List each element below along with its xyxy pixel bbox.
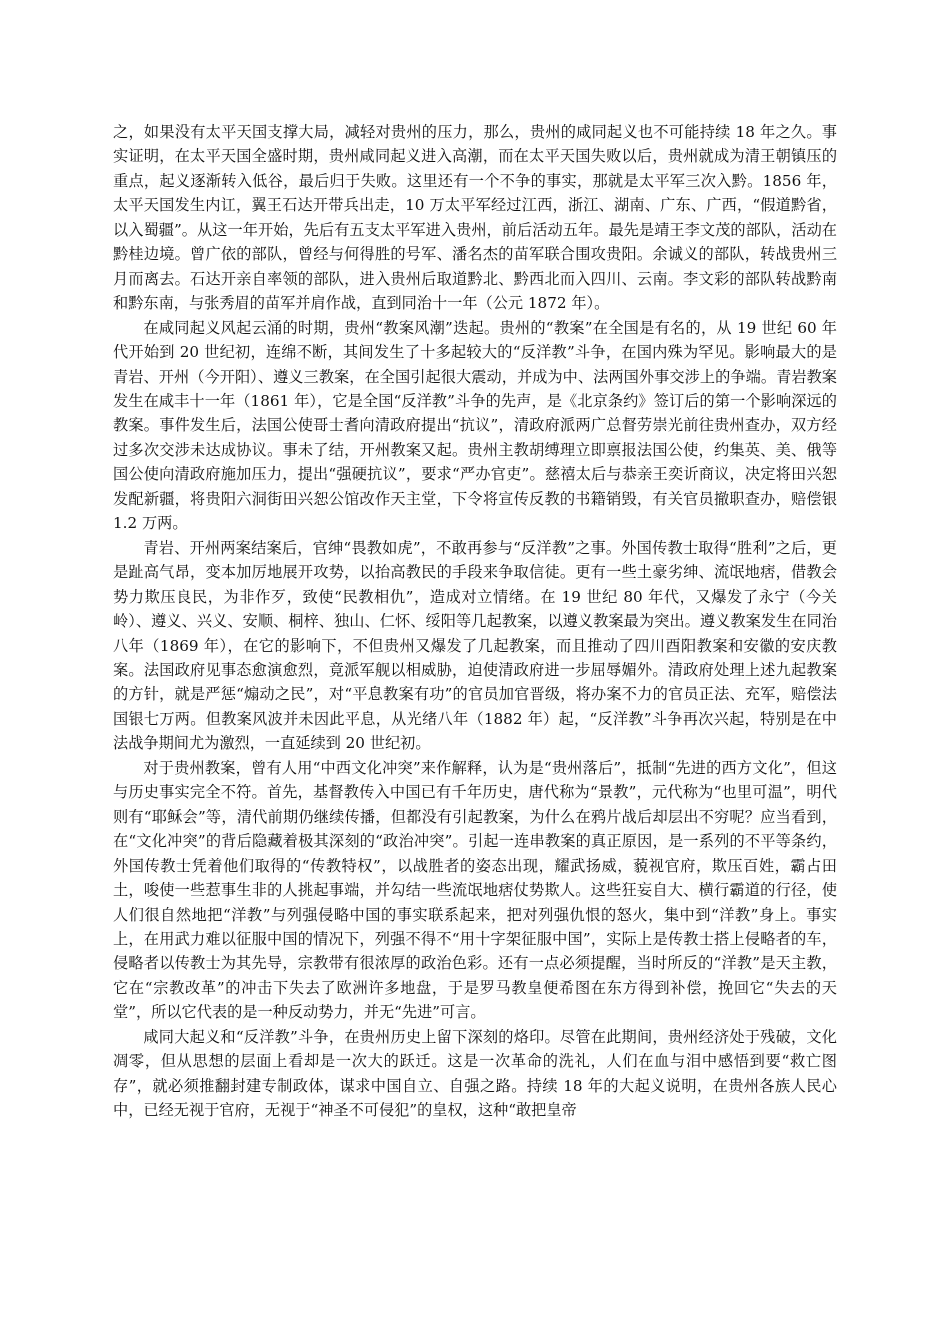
paragraph: 咸同大起义和“反洋教”斗争，在贵州历史上留下深刻的烙印。尽管在此期间，贵州经济处于残破，文化凋零，但从思想的层面上看却是一次大的跃迁。这是一次革命的洗礼，人们在血与泪中感悟到要“救亡图存”，就必须推翻封建专制政体，谋求中国自立、自强之路。持续 18 年的大起义说明，在贵州各族人民心中，已经无视于官府，无视于“神圣不可侵犯”的皇权，这种“敢把皇帝 — [113, 1027, 837, 1120]
paragraph: 在咸同起义风起云涌的时期，贵州“教案风潮”迭起。贵州的“教案”在全国是有名的，从 19 世纪 60 年代开始到 20 世纪初，连绵不断，其间发生了十多起较大的“反洋教”斗争，在国内殊为罕见。影响最大的是青岩、开州（今开阳）、遵义三教案，在全国引起很大震动，并成为中、法两国外事交涉上的争端。青岩教案发生在咸丰十一年（1861 年），它是全国“反洋教”斗争的先声，是《北京条约》签订后的第一个影响深远的教案。事件发生后，法国公使哥士耆向清政府提出“抗议”，清政府派两广总督劳崇光前往贵州查办，双方经过多次交涉未达成协议。事未了结，开州教案又起。贵州主教胡缚理立即禀报法国公使，约集英、美、俄等国公使向清政府施加压力，提出“强硬抗议”，要求“严办官吏”。慈禧太后与恭亲王奕䜣商议，决定将田兴恕发配新疆，将贵阳六洞街田兴恕公馆改作天主堂，下令将宣传反教的书籍销毁，有关官员撤职查办，赔偿银 1.2 万两。 — [113, 318, 837, 533]
paragraph: 对于贵州教案，曾有人用“中西文化冲突”来作解释，认为是“贵州落后”，抵制“先进的西方文化”，但这与历史事实完全不符。首先，基督教传入中国已有千年历史，唐代称为“景教”，元代称为“也里可温”，明代则有“耶稣会”等，清代前期仍继续传播，但都没有引起教案，为什么在鸦片战后却层出不穷呢？应当看到，在“文化冲突”的背后隐藏着极其深刻的“政治冲突”。引起一连串教案的真正原因，是一系列的不平等条约，外国传教士凭着他们取得的“传教特权”，以战胜者的姿态出现，耀武扬威，藐视官府，欺压百姓，霸占田土，唆使一些惹事生非的人挑起事端，并勾结一些流氓地痞仗势欺人。这些狂妄自大、横行霸道的行径，使人们很自然地把“洋教”与列强侵略中国的事实联系起来，把对列强仇恨的怒火，集中到“洋教”身上。事实上，在用武力难以征服中国的情况下，列强不得不“用十字架征服中国”，实际上是传教士搭上侵略者的车，侵略者以传教士为其先导，宗教带有很浓厚的政治色彩。还有一点必须提醒，当时所反的“洋教”是天主教，它在“宗教改革”的冲击下失去了欧洲许多地盘，于是罗马教皇便希图在东方得到补偿，挽回它“失去的天堂”，所以它代表的是一种反动势力，并无“先进”可言。 — [113, 758, 837, 1022]
paragraph: 青岩、开州两案结案后，官绅“畏教如虎”，不敢再参与“反洋教”之事。外国传教士取得“胜利”之后，更是趾高气昂，变本加厉地展开攻势，以抬高教民的手段来争取信徒。更有一些土豪劣绅、流氓地痞，借教会势力欺压良民，为非作歹，致使“民教相仇”，造成对立情绪。在 19 世纪 80 年代，又爆发了永宁（今关岭）、遵义、兴义、安顺、桐梓、独山、仁怀、绥阳等几起教案，以遵义教案最为突出。遵义教案发生在同治八年（1869 年），在它的影响下，不但贵州又爆发了几起教案，而且推动了四川酉阳教案和安徽的安庆教案。法国政府见事态愈演愈烈，竟派军舰以相威胁，迫使清政府进一步屈辱媚外。清政府处理上述九起教案的方针，就是严惩“煽动之民”，对“平息教案有功”的官员加官晋级，将办案不力的官员正法、充军，赔偿法国银七万两。但教案风波并未因此平息，从光绪八年（1882 年）起，“反洋教”斗争再次兴起，特别是在中法战争期间尤为激烈，一直延续到 20 世纪初。 — [113, 538, 837, 753]
document-page — [113, 120, 837, 1123]
paragraph: 之，如果没有太平天国支撑大局，减轻对贵州的压力，那么，贵州的咸同起义也不可能持续 18 年之久。事实证明，在太平天国全盛时期，贵州咸同起义进入高潮，而在太平天国失败以后，贵州就成为清王朝镇压的重点，起义逐渐转入低谷，最后归于失败。这里还有一个不争的事实，那就是太平军三次入黔。1856 年，太平天国发生内讧，翼王石达开带兵出走，10 万太平军经过江西，浙江、湖南、广东、广西，“假道黔省，以入蜀疆”。从这一年开始，先后有五支太平军进入贵州，前后活动五年。最先是靖王李文茂的部队，活动在黔桂边境。曾广依的部队，曾经与何得胜的号军、潘名杰的苗军联合围攻贵阳。余诚义的部队，转战贵州三月而离去。石达开亲自率领的部队，进入贵州后取道黔北、黔西北而入四川、云南。李文彩的部队转战黔南和黔东南，与张秀眉的苗军并肩作战，直到同治十一年（公元 1872 年）。 — [113, 123, 837, 313]
